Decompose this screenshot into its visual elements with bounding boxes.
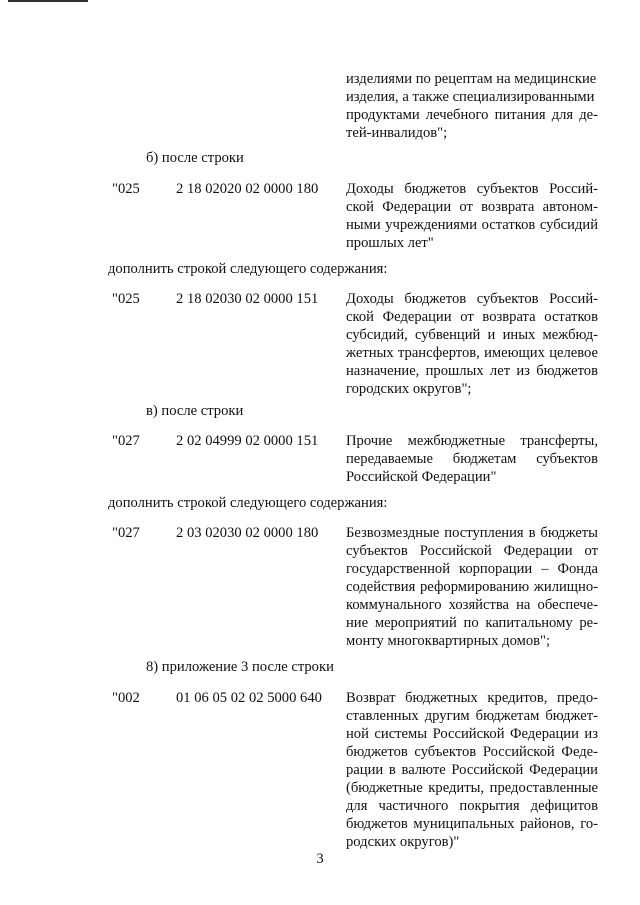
text-line: прошлых лет"	[346, 235, 434, 251]
text-line: изделия, а также специализированными	[346, 89, 595, 105]
admin-code: "002	[112, 690, 140, 706]
text-line: ной системы Российской Федерации из	[346, 726, 598, 742]
text-line: Безвозмездные поступления в бюджеты	[346, 525, 598, 541]
text-line: бюджетов субъектов Российской Феде-	[346, 744, 598, 760]
text-line: ными учреждениями остатков субсидий	[346, 217, 598, 233]
admin-code: "025	[112, 181, 140, 197]
text-line: ской Федерации от возврата остатков	[346, 309, 598, 325]
text-line: бюджетов муниципальных районов, го-	[346, 816, 598, 832]
text-line: содействия реформированию жилищно-	[346, 579, 598, 595]
text-line: Возврат бюджетных кредитов, предо-	[346, 690, 598, 706]
budget-code: 01 06 05 02 02 5000 640	[176, 690, 322, 706]
admin-code: "027	[112, 433, 140, 449]
row-description	[346, 290, 598, 398]
page-number: 3	[316, 851, 324, 867]
admin-code: "027	[112, 525, 140, 541]
section-label-v: в) после строки	[146, 403, 244, 419]
text-line: коммунального хозяйства на обеспече-	[346, 597, 598, 613]
text-line: для частичного покрытия дефицитов	[346, 798, 598, 814]
text-line: субъектов Российской Федерации от	[346, 543, 598, 559]
text-line: рации в валюте Российской Федерации	[346, 762, 598, 778]
instruction-text: дополнить строкой следующего содержания:	[108, 495, 388, 511]
budget-code: 2 02 04999 02 0000 151	[176, 433, 319, 449]
top-rule	[8, 0, 88, 2]
text-line: Доходы бюджетов субъектов Россий-	[346, 181, 598, 197]
instruction-text: дополнить строкой следующего содержания:	[108, 261, 388, 277]
row-description	[346, 524, 598, 650]
text-line: государственной корпорации – Фонда	[346, 561, 598, 577]
text-line: продуктами лечебного питания для де-	[346, 107, 598, 123]
budget-code: 2 18 02030 02 0000 151	[176, 291, 319, 307]
text-line: родских округов)"	[346, 834, 460, 850]
text-line: изделиями по рецептам на медицинские	[346, 71, 597, 87]
budget-code: 2 03 02030 02 0000 180	[176, 525, 319, 541]
text-line: монту многоквартирных домов";	[346, 633, 551, 649]
text-line: тей-инвалидов";	[346, 125, 448, 141]
section-label-8: 8) приложение 3 после строки	[146, 659, 334, 675]
text-line: Прочие межбюджетные трансферты,	[346, 433, 598, 449]
text-line: передаваемые бюджетам субъектов	[346, 451, 598, 467]
text-line: назначение, прошлых лет из бюджетов	[346, 363, 598, 379]
text-line: ставленных другим бюджетам бюджет-	[346, 708, 598, 724]
admin-code: "025	[112, 291, 140, 307]
text-line: Российской Федерации"	[346, 469, 497, 485]
text-line: Доходы бюджетов субъектов Россий-	[346, 291, 598, 307]
text-line: городских округов";	[346, 381, 472, 397]
text-line: ние мероприятий по капитальному ре-	[346, 615, 598, 631]
row-description	[346, 432, 598, 486]
row-description	[346, 689, 598, 851]
text-line: ской Федерации от возврата автоном-	[346, 199, 598, 215]
continuation-text	[346, 70, 598, 142]
section-label-b: б) после строки	[146, 150, 244, 166]
text-line: (бюджетные кредиты, предоставленные	[346, 780, 598, 796]
budget-code: 2 18 02020 02 0000 180	[176, 181, 319, 197]
text-line: субсидий, субвенций и иных межбюд-	[346, 327, 598, 343]
text-line: жетных трансфертов, имеющих целевое	[346, 345, 598, 361]
row-description	[346, 180, 598, 252]
